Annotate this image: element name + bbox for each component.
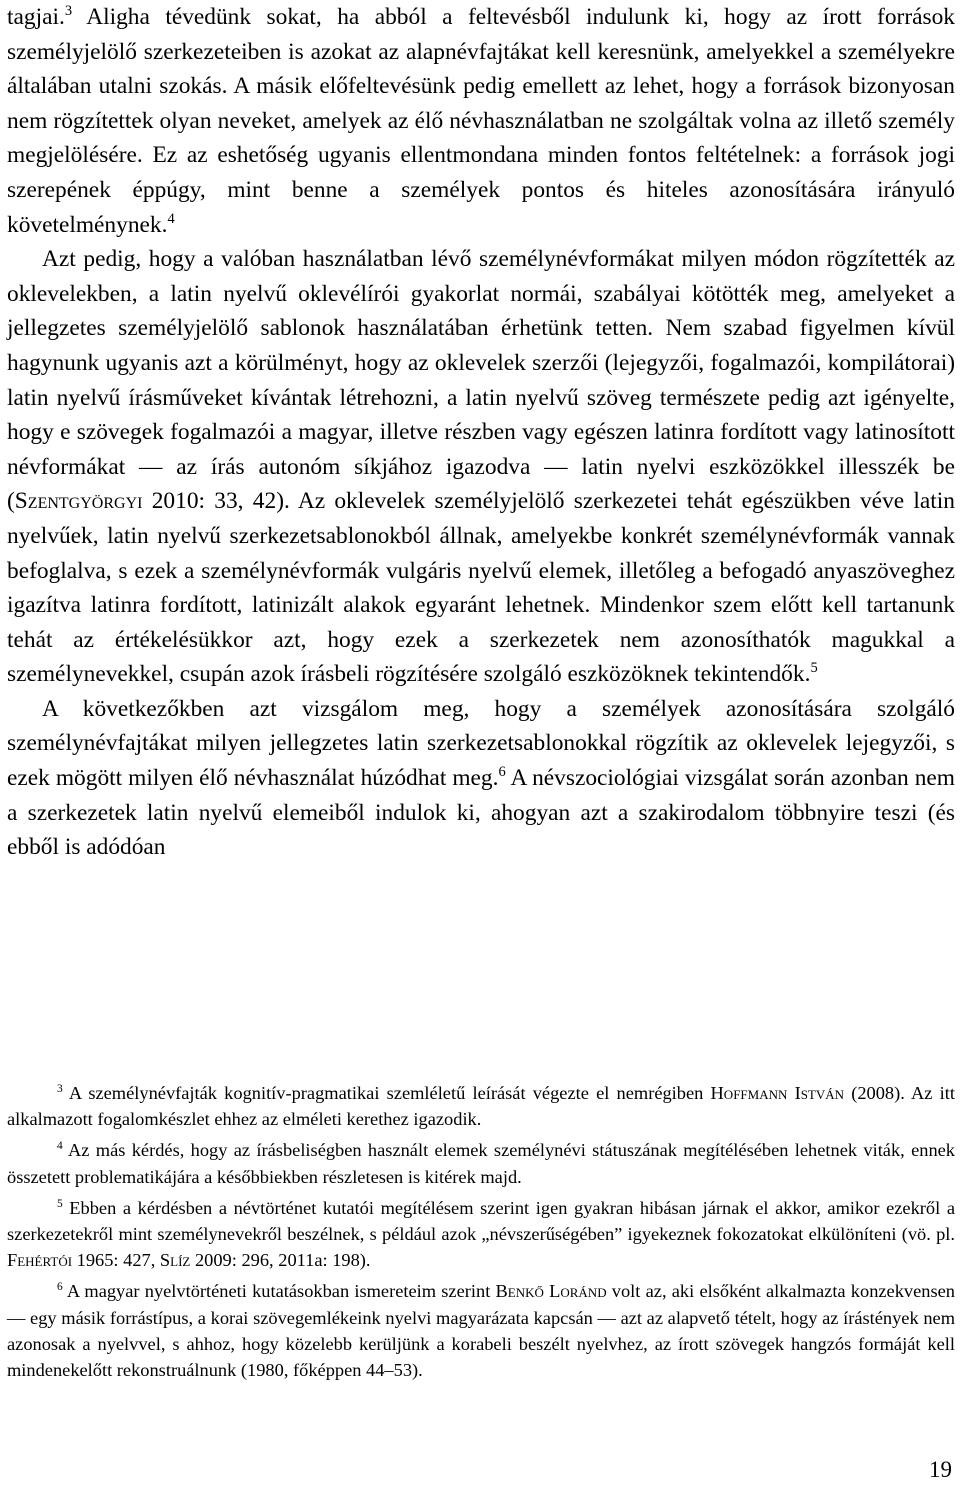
author-name: Fehértói (7, 1250, 73, 1271)
footnote-text: A magyar nyelvtörténeti kutatásokban ismereteim szerint (62, 1281, 496, 1302)
author-name: Szentgyörgyi (14, 488, 143, 515)
text-run: Azt pedig, hogy a valóban használatban lévő személynévformákat milyen módon rögzítették az oklevelekben, a latin nyelvű oklevélírói gyakorlat normái, szabályai kötötték meg, amelyeket a jellegzetes személyjelölő sablonok használatában érhetünk tetten. Nem szabad figyelmen kívül hagynunk ugyanis azt a körülményt, hogy az oklevelek szerzői (lejegyzői, fogalmazói, kompilátorai) latin nyelvű írásműveket kívántak létrehozni, a latin nyelvű szöveg természete pedig azt igényelte, hogy e szövegek fogalmazói a magyar, illetve részben vagy egészen latinra fordított vagy latinosított névformákat — az írás autonóm síkjához igazodva — latin nyelvi eszközökkel illesszék be ( (7, 246, 955, 515)
text-run: Aligha tévedünk sokat, ha abból a feltevésből indulunk ki, hogy az írott források személyjelölő szerkezeteiben is azokat az alapnévfajtákat kell keresnünk, amelyekkel a személyekre általában utalni szokás. A másik előfeltevésünk pedig emellett az lehet, hogy a források bizonyosan nem rögzítettek olyan neveket, amelyek az élő névhasználatban ne szolgáltak volna az illető személy megjelölésére. Ez az eshetőség ugyanis ellentmondana minden fontos feltételnek: a források jogi szerepének éppúgy, mint benne a személyek pontos és hiteles azonosítására irányuló követelménynek. (7, 4, 955, 238)
footnote-5 (7, 1195, 955, 1274)
footnote-ref-3[interactable]: 3 (64, 3, 73, 20)
text-run: tagjai. (7, 4, 65, 30)
footnote-text: Ebben a kérdésben a névtörténet kutatói megítélésem szerint igen gyakran hibásan járnak el akkor, amikor ezekről a szerkezetekről mint személynevekről beszélnek, s például azok „névszerűségében” igyekeznek fokozatokat elkülöníteni (vö. pl. (7, 1197, 955, 1245)
footnote-text: 1965: 427, (72, 1250, 160, 1271)
page-number: 19 (929, 1457, 952, 1482)
text-run: A névszociológiai vizsgálat során azonban nem a szerkezetek latin nyelvű elemeiből indulok ki, ahogyan azt a szakirodalom többnyire teszi (és ebből is adódóan (7, 765, 955, 861)
footnotes (7, 1080, 955, 1388)
footnote-4 (7, 1137, 955, 1189)
author-name: Slíz (159, 1250, 191, 1271)
footnote-ref-5[interactable]: 5 (810, 660, 818, 677)
footnote-number: 6 (57, 1281, 63, 1294)
footnote-ref-6[interactable]: 6 (498, 764, 506, 781)
author-name: Benkő Loránd (495, 1281, 607, 1302)
footnote-ref-4[interactable]: 4 (167, 210, 175, 227)
footnote-text: 2009: 296, 2011a: 198). (190, 1250, 371, 1271)
footnote-number: 4 (57, 1140, 63, 1153)
footnote-number: 5 (57, 1197, 63, 1210)
footnote-number: 3 (57, 1082, 63, 1095)
main-text (7, 0, 955, 865)
footnote-6 (7, 1278, 955, 1383)
footnote-text: volt az, aki elsőként alkalmazta konzekvensen — egy másik forrástípus, a korai szövegemlékeink nyelvi magyarázata kapcsán — azt az alapvető tételt, hogy az írástények nem azonosak a nyelvvel, s ahhoz, hogy közelebb kerüljünk a korabeli beszélt nyelvhez, az írott szövegek hangzós formáját kell mindenekelőtt rekonstruálnunk (1980, főképpen 44–53). (7, 1281, 955, 1381)
footnote-text: (2008). Az itt alkalmazott fogalomkészlet ehhez az elméleti kerethez igazodik. (7, 1083, 955, 1130)
paragraph-3 (7, 692, 955, 865)
paragraph-1 (7, 0, 955, 242)
text-run: A következőkben azt vizsgálom meg, hogy a személyek azonosítására szolgáló személynévfajtákat milyen jellegzetes latin szerkezetsablonokkal rögzítik az oklevelek lejegyzői, s ezek mögött milyen élő névhasználat húzódhat meg. (7, 695, 955, 792)
text-run: 2010: 33, 42). Az oklevelek személyjelölő szerkezetei tehát egészükben véve latin nyelvűek, latin nyelvű szerkezetsablonokból állnak, amelyekbe konkrét személynévformák vannak befoglalva, s ezek a személynévformák vulgáris nyelvű elemek, illetőleg a befogadó anyaszöveghez igazítva latinra fordított, latinizált alakok egyaránt lehetnek. Mindenkor szem előtt kell tartanunk tehát az értékelésükkor azt, hogy ezek a szerkezetek nem azonosíthatók magukkal a személynevekkel, csupán azok írásbeli rögzítésére szolgáló eszközöknek tekintendők. (7, 488, 955, 688)
author-name: Hoffmann István (710, 1083, 845, 1103)
footnote-3 (7, 1080, 955, 1132)
footnote-text: Az más kérdés, hogy az írásbeliségben használt elemek személynévi státuszának megítélésében lehetnek viták, ennek összetett problematikájára a későbbiekben részletesen is kitérek majd. (7, 1140, 955, 1187)
footnote-text: A személynévfajták kognitív-pragmatikai szemléletű leírását végezte el nemrégiben (62, 1083, 711, 1103)
paragraph-2 (7, 242, 955, 692)
